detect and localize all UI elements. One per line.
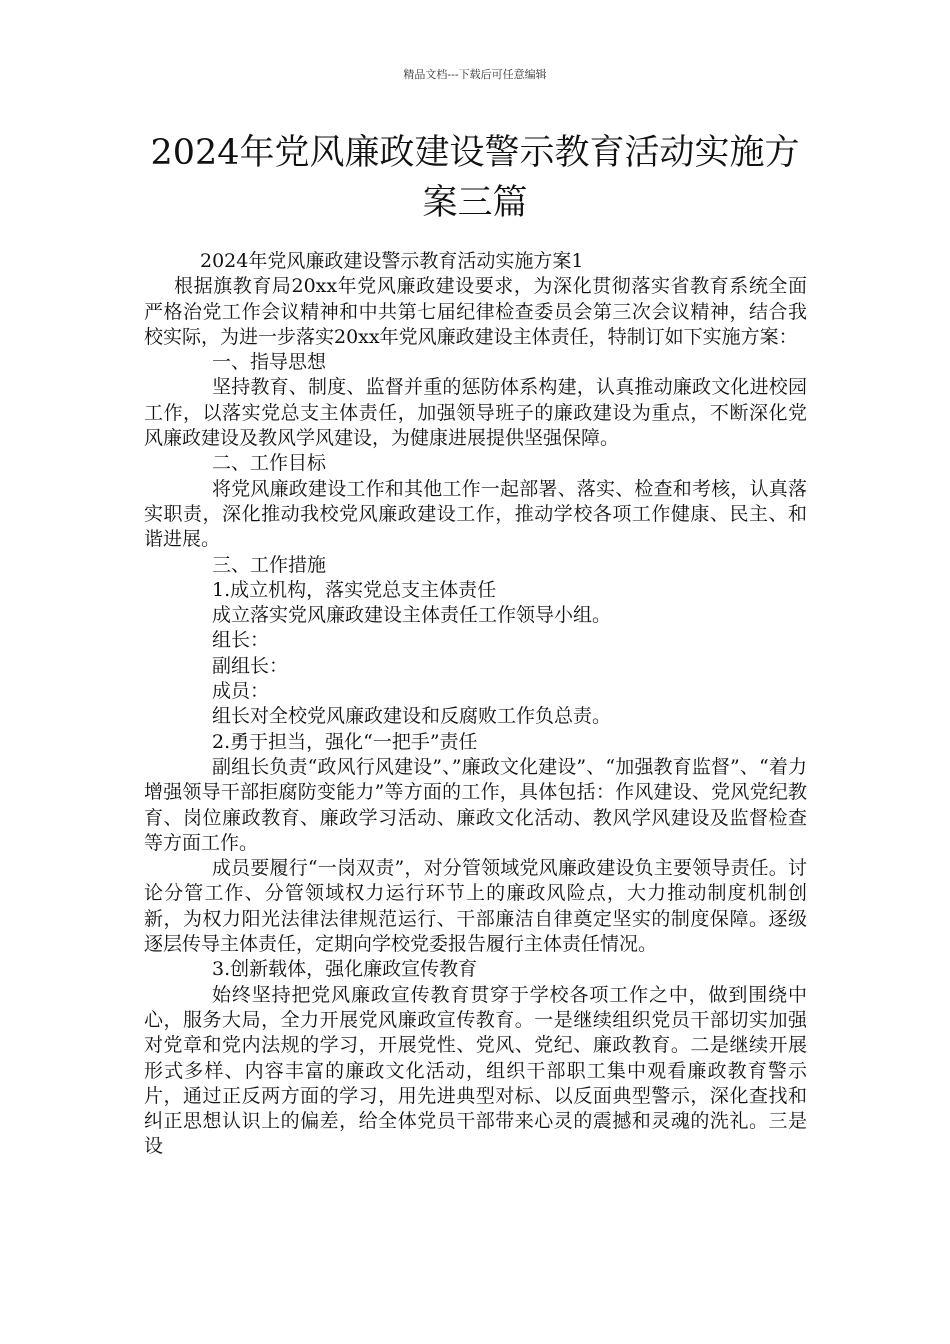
subheading-measure-1: 1.成立机构，落实党总支主体责任 bbox=[212, 578, 497, 601]
document-title: 2024年党风廉政建设警示教育活动实施方案三篇 bbox=[150, 133, 800, 223]
heading-guiding-thought: 一、指导思想 bbox=[212, 351, 327, 374]
subheading-measure-2: 2.勇于担当，强化“一把手”责任 bbox=[212, 730, 478, 753]
paragraph-member-duties: 成员要履行“一岗双责”，对分管领域党风廉政建设负主要领导责任。讨论分管工作、分管领域权力运行环节上的廉政风险点，大力推动制度机制创新，为权力阳光法律法律规范运行、干部廉洁自律奠定坚实的制度保障。逐级逐层传导主体责任，定期向学校党委报告履行主体责任情况。 bbox=[144, 857, 807, 956]
subheading-measure-3: 3.创新载体，强化廉政宣传教育 bbox=[212, 958, 478, 981]
section-subtitle: 2024年党风廉政建设警示教育活动实施方案1 bbox=[200, 250, 584, 272]
paragraph-leading-group: 成立落实党风廉政建设主体责任工作领导小组。 bbox=[212, 604, 612, 627]
label-group-leader: 组长： bbox=[212, 629, 270, 652]
header-note: 精品文档---下载后可任意编辑 bbox=[403, 68, 547, 81]
paragraph-guiding-thought: 坚持教育、制度、监督并重的惩防体系构建，认真推动廉政文化进校园工作，以落实党总支主体责任，加强领导班子的廉政建设为重点，不断深化党风廉政建设及教风学风建设，为健康进展提供坚强保障。 bbox=[144, 376, 807, 450]
paragraph-intro: 根据旗教育局20xx年党风廉政建设要求，为深化贯彻落实省教育系统全面严格治党工作会议精神和中共第七届纪律检查委员会第三次会议精神，结合我校实际，为进一步落实20xx年党风廉政建设主体责任，特制订如下实施方案： bbox=[144, 275, 807, 348]
paragraph-education: 始终坚持把党风廉政宣传教育贯穿于学校各项工作之中，做到围绕中心，服务大局，全力开展党风廉政宣传教育。一是继续组织党员干部切实加强对党章和党内法规的学习，开展党性、党风、党纪、廉政教育。二是继续开展形式多样、内容丰富的廉政文化活动，组织干部职工集中观看廉政教育警示片，通过正反两方面的学习，用先进典型对标、以反面典型警示，深化查找和纠正思想认识上的偏差，给全体党员干部带来心灵的震撼和灵魂的洗礼。三是设 bbox=[144, 983, 807, 1158]
label-members: 成员： bbox=[212, 680, 270, 703]
paragraph-leader-responsibility: 组长对全校党风廉政建设和反腐败工作负总责。 bbox=[212, 705, 612, 728]
paragraph-work-goals: 将党风廉政建设工作和其他工作一起部署、落实、检查和考核，认真落实职责，深化推动我校党风廉政建设工作，推动学校各项工作健康、民主、和谐进展。 bbox=[144, 477, 807, 551]
heading-work-goals: 二、工作目标 bbox=[212, 452, 327, 475]
label-deputy-leader: 副组长： bbox=[212, 654, 289, 677]
paragraph-deputy-duties: 副组长负责“政风行风建设”、”廉政文化建设”、“加强教育监督”、“着力增强领导干部拒腐防变能力”等方面的工作，具体包括：作风建设、党风党纪教育、岗位廉政教育、廉政学习活动、廉政文化活动、教风学风建设及监督检查等方面工作。 bbox=[144, 755, 807, 854]
heading-work-measures: 三、工作措施 bbox=[212, 553, 327, 576]
document-body bbox=[144, 249, 807, 1160]
